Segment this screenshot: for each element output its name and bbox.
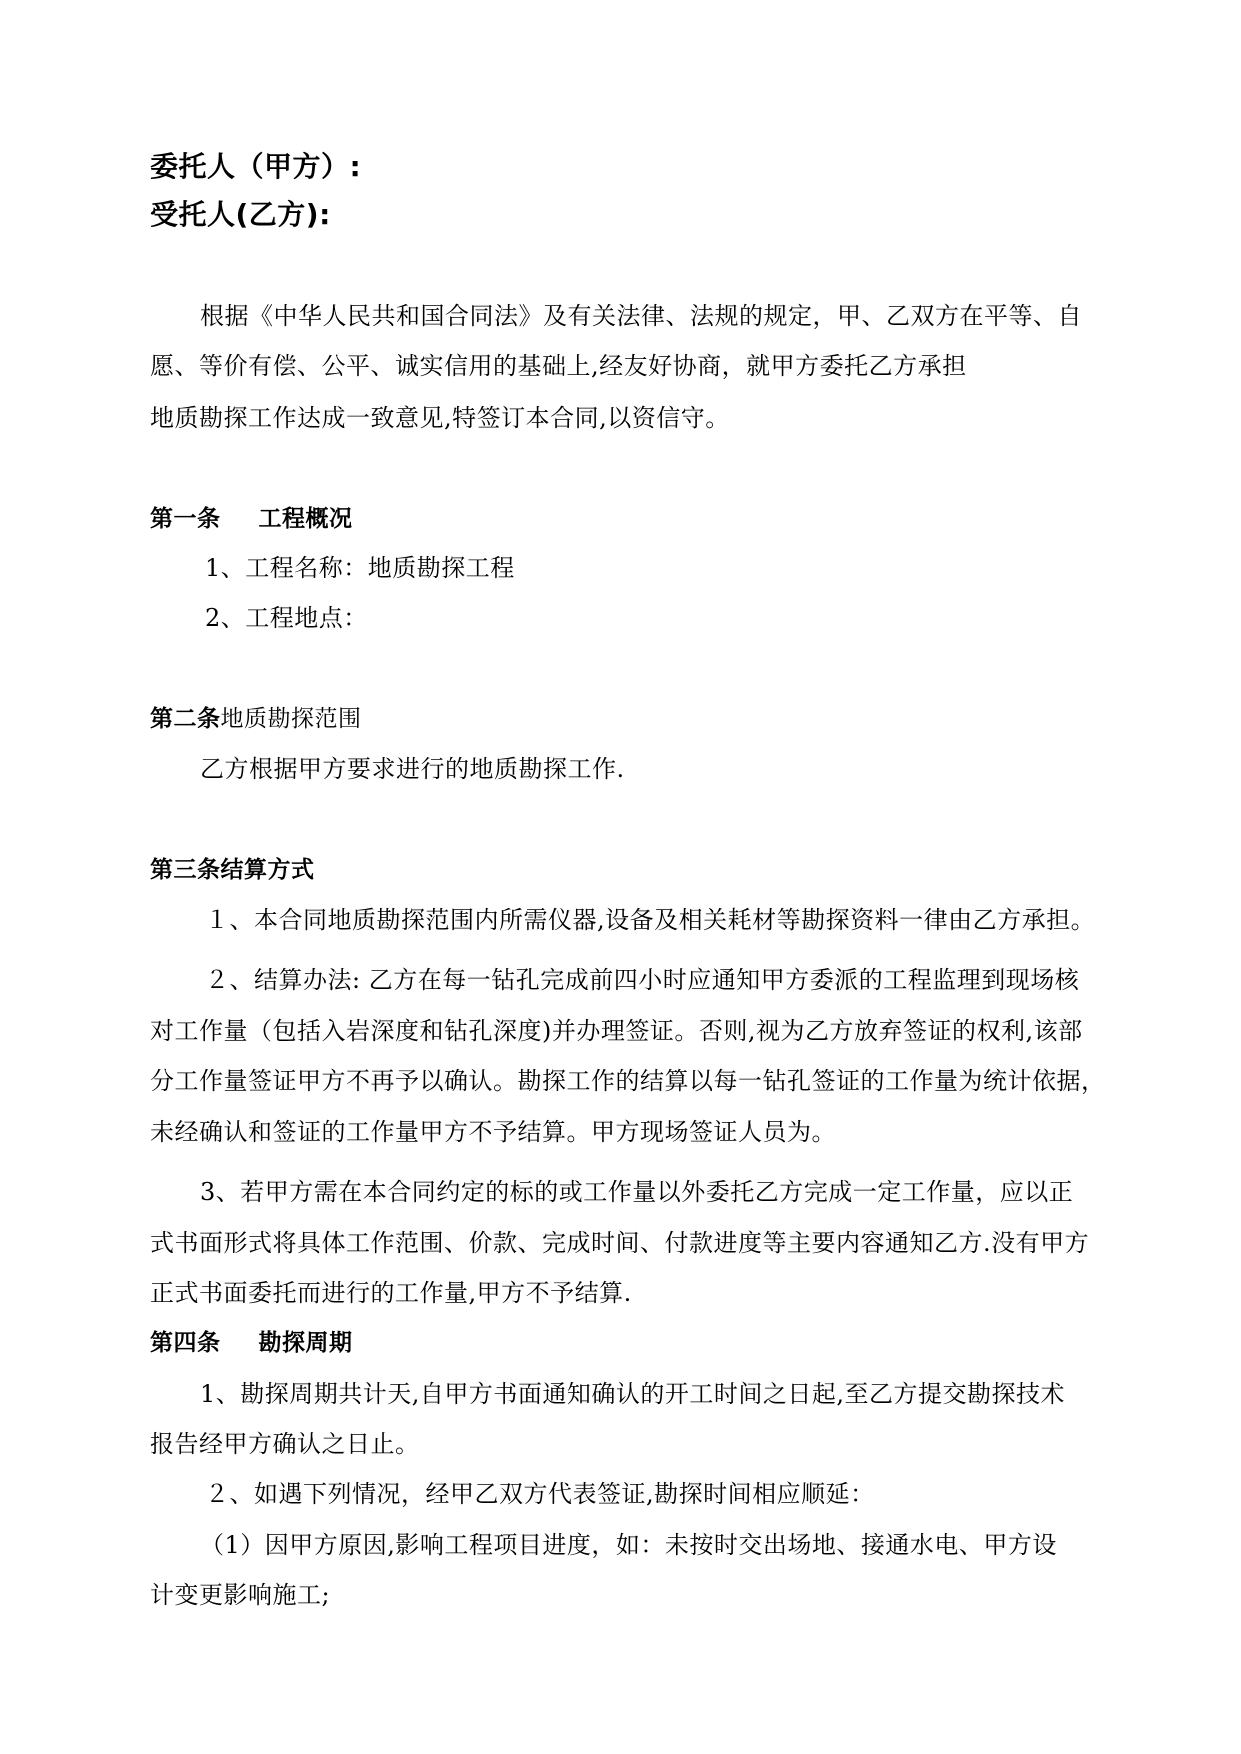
article-3-item-2-line-1: ２、结算办法: 乙方在每一钻孔完成前四小时应通知甲方委派的工程监理到现场核 (205, 966, 1080, 994)
article-2-title: 地质勘探范围 (220, 706, 362, 732)
article-1-number: 第一条 (150, 506, 221, 532)
article-3-item-2-line-3: 分工作量签证甲方不再予以确认。勘探工作的结算以每一钻孔签证的工作量为统计依据， (150, 1067, 1106, 1095)
article-3-item-3-line-2: 式书面形式将具体工作范围、价款、完成时间、付款进度等主要内容通知乙方.没有甲方 (150, 1229, 1090, 1257)
article-3-item-2-line-4: 未经确认和签证的工作量甲方不予结算。甲方现场签证人员为。 (150, 1118, 836, 1146)
article-4-number: 第四条 (150, 1330, 221, 1356)
article-2-text: 乙方根据甲方要求进行的地质勘探工作. (200, 755, 625, 783)
article-4-heading (150, 1327, 353, 1359)
contractor-party-label: 受托人(乙方): (150, 198, 331, 231)
article-1-title: 工程概况 (258, 506, 353, 532)
article-2-heading (150, 703, 362, 735)
article-3-heading: 第三条结算方式 (150, 857, 315, 883)
article-3-item-2-line-2: 对工作量（包括入岩深度和钻孔深度)并办理签证。否则,视为乙方放弃签证的权利,该部 (150, 1017, 1083, 1045)
article-4-item-1-line-1: 1、勘探周期共计天,自甲方书面通知确认的开工时间之日起,至乙方提交勘探技术 (200, 1380, 1066, 1408)
article-4-title: 勘探周期 (258, 1330, 353, 1356)
article-4-sub-1-line-2: 计变更影响施工; (150, 1581, 331, 1609)
article-4-item-2: ２、如遇下列情况，经甲乙双方代表签证,勘探时间相应顺延： (205, 1480, 875, 1508)
article-1-item-1: 1、工程名称：地质勘探工程 (205, 554, 515, 582)
article-3-item-1: １、本合同地质勘探范围内所需仪器,设备及相关耗材等勘探资料一律由乙方承担。 (205, 906, 1096, 934)
article-3-item-3-line-3: 正式书面委托而进行的工作量,甲方不予结算. (150, 1279, 632, 1307)
client-party-label: 委托人（甲方）: (150, 150, 362, 183)
preamble-line-3: 地质勘探工作达成一致意见,特签订本合同,以资信守。 (150, 404, 730, 432)
article-4-item-1-line-2: 报告经甲方确认之日止。 (150, 1430, 420, 1458)
article-4-sub-1-line-1: （1）因甲方原因,影响工程项目进度，如：未按时交出场地、接通水电、甲方设 (200, 1531, 1057, 1559)
preamble-line-2: 愿、等价有偿、公平、诚实信用的基础上,经友好协商，就甲方委托乙方承担 (150, 352, 967, 380)
preamble-line-1: 根据《中华人民共和国合同法》及有关法律、法规的规定，甲、乙双方在平等、自 (200, 302, 1082, 330)
article-1-heading (150, 503, 353, 535)
article-2-number: 第二条 (150, 706, 221, 732)
article-3-item-3-line-1: 3、若甲方需在本合同约定的标的或工作量以外委托乙方完成一定工作量，应以正 (200, 1178, 1074, 1206)
article-1-item-2: 2、工程地点： (205, 604, 368, 632)
